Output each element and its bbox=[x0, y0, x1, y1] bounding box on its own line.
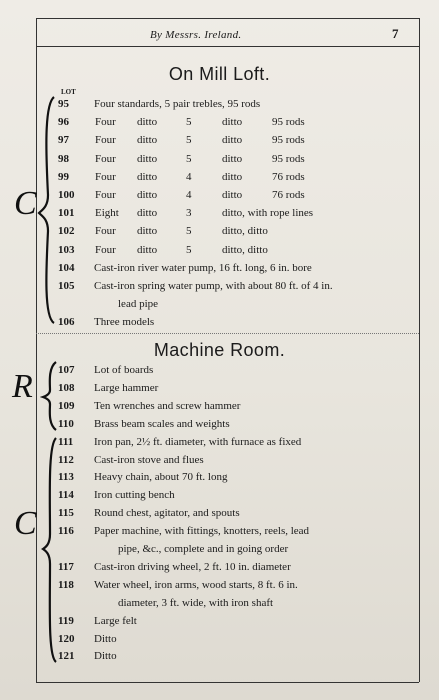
lot-c5-cell: 95 rods bbox=[272, 152, 305, 165]
lot-c1-cell: Four bbox=[95, 189, 116, 201]
lot-number: 95 bbox=[58, 98, 69, 110]
brace-machine-upper bbox=[40, 360, 60, 432]
lot-row bbox=[58, 189, 94, 201]
lot-number: 108 bbox=[58, 381, 75, 394]
lot-description: Iron pan, 2½ ft. diameter, with furnace as fixed bbox=[94, 435, 302, 448]
lot-number: 104 bbox=[58, 261, 75, 274]
lot-description: Cast-iron spring water pump, with about 80 ft. of 4 in. bbox=[94, 280, 333, 292]
lot-c4-cell: ditto bbox=[222, 134, 243, 147]
lot-c2-cell: ditto bbox=[137, 170, 158, 183]
lot-number: 97 bbox=[58, 134, 69, 147]
lot-row bbox=[58, 207, 94, 219]
lot-row bbox=[58, 615, 137, 627]
lot-description: Ten wrenches and screw hammer bbox=[94, 399, 241, 412]
lot-row bbox=[58, 471, 228, 483]
lot-description: Four standards, 5 pair trebles, 95 rods bbox=[94, 98, 261, 110]
running-head: By Messrs. Ireland. bbox=[150, 29, 242, 41]
lot-c3-cell: 5 bbox=[186, 152, 192, 165]
lot-c3-cell: 5 bbox=[186, 134, 192, 147]
lot-number: 116 bbox=[58, 525, 74, 538]
lot-number: 117 bbox=[58, 560, 74, 573]
lot-number: 99 bbox=[58, 170, 69, 183]
brace-mill-loft bbox=[36, 95, 58, 325]
lot-row bbox=[58, 489, 175, 501]
lot-c1-cell: Eight bbox=[95, 207, 119, 220]
lot-description-continued: pipe, &c., complete and in going order bbox=[118, 543, 289, 555]
margin-mark-c-upper: C bbox=[14, 185, 37, 222]
lot-c4-cell: ditto bbox=[222, 152, 243, 165]
lot-number: 113 bbox=[58, 471, 74, 484]
lot-row bbox=[58, 650, 117, 662]
lot-c4-cell: ditto bbox=[222, 170, 243, 183]
lot-c1-cell: Four bbox=[95, 152, 116, 165]
lot-number: 111 bbox=[58, 435, 74, 448]
lot-c4-cell: ditto, ditto bbox=[222, 243, 268, 256]
lot-row bbox=[58, 316, 154, 328]
lot-c3-cell: 3 bbox=[186, 207, 192, 220]
lot-row bbox=[58, 225, 94, 237]
lot-row bbox=[58, 262, 312, 274]
lot-c2-cell: ditto bbox=[137, 152, 158, 165]
lot-c2-cell: ditto bbox=[137, 207, 158, 220]
lot-row bbox=[58, 153, 94, 165]
lot-c4-cell: ditto bbox=[222, 189, 243, 201]
lot-description: Large hammer bbox=[94, 381, 159, 394]
lot-row bbox=[58, 418, 230, 430]
section-title-mill-loft: On Mill Loft. bbox=[168, 64, 271, 84]
lot-c1-cell: Four bbox=[95, 170, 116, 183]
lot-number: 112 bbox=[58, 453, 74, 466]
lot-row bbox=[58, 364, 153, 376]
lot-description-continued: lead pipe bbox=[118, 298, 159, 311]
margin-mark-r: R bbox=[12, 368, 33, 405]
lot-number: 101 bbox=[58, 207, 75, 220]
page-number: 7 bbox=[392, 26, 399, 41]
margin-mark-c-lower: C bbox=[14, 505, 37, 542]
lot-description: Water wheel, iron arms, wood starts, 8 ft. 6 in. bbox=[94, 578, 298, 591]
lot-c3-cell: 4 bbox=[186, 170, 192, 183]
section-divider bbox=[36, 333, 419, 334]
lot-number: 115 bbox=[58, 507, 74, 520]
lot-row bbox=[58, 134, 94, 146]
lot-description: Large felt bbox=[94, 614, 137, 627]
lot-c2-cell: ditto bbox=[137, 116, 158, 129]
lot-number: 98 bbox=[58, 152, 69, 165]
lot-description: Cast-iron driving wheel, 2 ft. 10 in. diameter bbox=[94, 560, 291, 573]
lot-c4-cell: ditto, ditto bbox=[222, 225, 268, 238]
lot-description: Ditto bbox=[94, 650, 117, 663]
lot-row bbox=[58, 561, 291, 573]
lot-c3-cell: 5 bbox=[186, 116, 192, 129]
lot-c1-cell: Four bbox=[95, 225, 116, 238]
lot-row bbox=[58, 507, 240, 519]
lot-row bbox=[58, 244, 94, 256]
lot-number: 114 bbox=[58, 489, 74, 502]
lot-c2-cell: ditto bbox=[137, 243, 158, 256]
lot-number: 119 bbox=[58, 614, 74, 627]
lot-number: 102 bbox=[58, 225, 75, 238]
lot-c2-cell: ditto bbox=[137, 189, 158, 201]
lot-description: Brass beam scales and weights bbox=[94, 417, 230, 430]
lot-description: Lot of boards bbox=[94, 364, 154, 376]
lot-column-label: LOT bbox=[61, 88, 76, 96]
lot-c1-cell: Four bbox=[95, 134, 116, 147]
lot-number: 96 bbox=[58, 116, 69, 129]
lot-description: Iron cutting bench bbox=[94, 489, 175, 502]
lot-row bbox=[58, 400, 240, 412]
lot-c5-cell: 76 rods bbox=[272, 170, 305, 183]
lot-c3-cell: 5 bbox=[186, 225, 192, 238]
lot-c1-cell: Four bbox=[95, 243, 116, 256]
lot-row bbox=[58, 454, 204, 466]
lot-number: 105 bbox=[58, 280, 75, 292]
lot-c5-cell: 95 rods bbox=[272, 116, 305, 129]
lot-number: 118 bbox=[58, 578, 74, 591]
lot-number: 103 bbox=[58, 243, 75, 256]
lot-c4-cell: ditto bbox=[222, 116, 243, 129]
lot-description: Heavy chain, about 70 ft. long bbox=[94, 471, 228, 484]
lot-number: 106 bbox=[58, 316, 75, 329]
lot-number: 110 bbox=[58, 417, 74, 430]
lot-number: 121 bbox=[58, 650, 75, 663]
top-rule bbox=[36, 18, 419, 19]
lot-description: Ditto bbox=[94, 632, 117, 645]
lot-c2-cell: ditto bbox=[137, 225, 158, 238]
lot-row bbox=[58, 116, 94, 128]
lot-c4-cell: ditto, with rope lines bbox=[222, 207, 314, 220]
lot-c3-cell: 5 bbox=[186, 243, 192, 256]
lot-description: Three models bbox=[94, 316, 155, 329]
lot-row bbox=[58, 280, 333, 292]
lot-c5-cell: 76 rods bbox=[272, 189, 305, 201]
lot-number: 120 bbox=[58, 632, 75, 645]
section-title-machine-room: Machine Room. bbox=[153, 340, 286, 360]
lot-description: Cast-iron river water pump, 16 ft. long, 6 in. bore bbox=[94, 261, 312, 274]
lot-c2-cell: ditto bbox=[137, 134, 158, 147]
lot-row bbox=[58, 171, 94, 183]
lot-description: Round chest, agitator, and spouts bbox=[94, 507, 240, 520]
lot-description-continued: diameter, 3 ft. wide, with iron shaft bbox=[118, 596, 274, 609]
lot-description: Paper machine, with fittings, knotters, reels, lead bbox=[94, 525, 310, 538]
lot-row bbox=[58, 382, 158, 394]
lot-c1-cell: Four bbox=[95, 116, 116, 129]
brace-machine-lower bbox=[40, 436, 60, 664]
lot-c5-cell: 95 rods bbox=[272, 134, 305, 147]
lot-number: 107 bbox=[58, 364, 75, 376]
lot-row bbox=[58, 98, 260, 110]
bottom-rule bbox=[36, 682, 419, 683]
lot-row bbox=[58, 633, 117, 645]
lot-row bbox=[58, 436, 301, 448]
lot-c3-cell: 4 bbox=[186, 189, 192, 201]
lot-description: Cast-iron stove and flues bbox=[94, 453, 204, 466]
header-rule bbox=[36, 46, 419, 47]
lot-row bbox=[58, 579, 298, 591]
lot-number: 100 bbox=[58, 189, 75, 201]
lot-row bbox=[58, 525, 309, 537]
lot-number: 109 bbox=[58, 399, 75, 412]
